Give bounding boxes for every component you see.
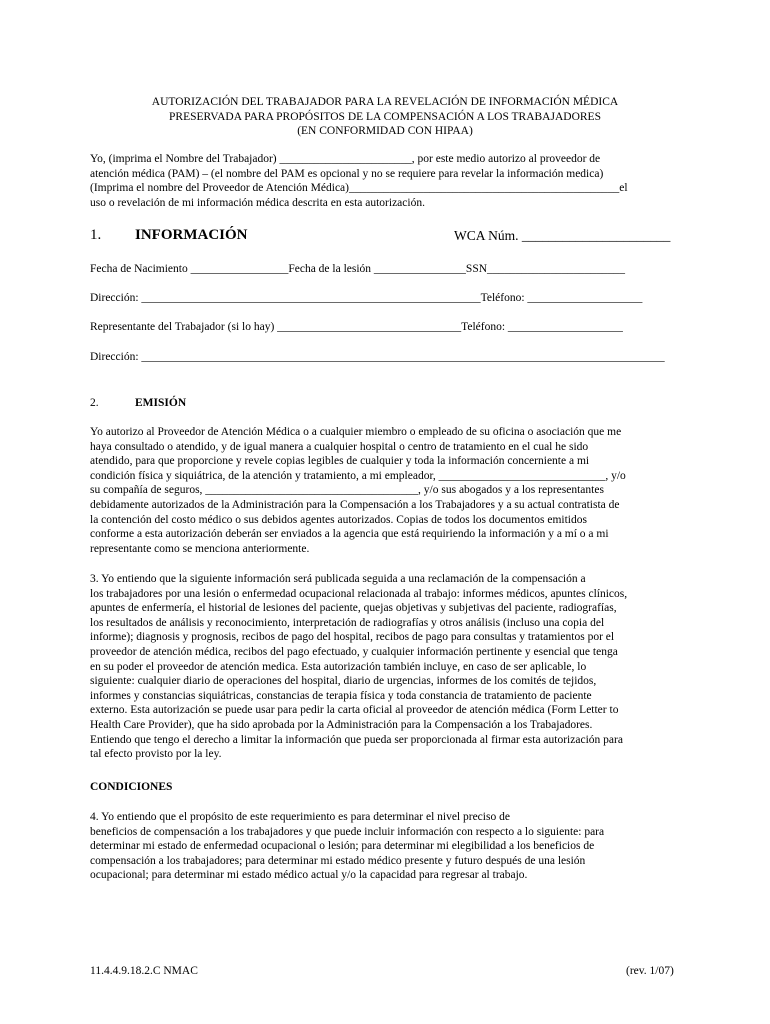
section-2-line: atendido, para que proporcione y revele copias legibles de cualquier y toda la información concerniente a mi — [90, 455, 590, 468]
birth-injury-ssn-row: Fecha de Nacimiento _________________Fecha de la lesión ________________SSN________________________ — [90, 263, 626, 275]
section-3-line: informe); diagnosis y prognosis, recibos de pago del hospital, recibos de pago para consultas y tratamientos por el — [90, 631, 615, 644]
representative-address-row: Dirección: ___________________________________________________________________________________________ — [90, 351, 665, 363]
intro-line: uso o revelación de mi información médica descrita en esta autorización. — [90, 196, 425, 209]
section-1-number: 1. — [90, 227, 102, 243]
section-3-line: los resultados de análisis y reconocimiento, interpretación de radiografías y otros análisis (incluso una copia del — [90, 616, 605, 629]
section-2-line: Yo autorizo al Proveedor de Atención Médica o a cualquier miembro o empleado de su oficina o asociación que me — [90, 426, 622, 438]
section-2-line: haya consultado o atendido, y de igual manera a cualquier hospital o centro de tratamiento en el cual he sido — [90, 440, 589, 453]
intro-line: atención médica (PAM) – (el nombre del PAM es opcional y no se requiere para revelar la información medica) — [90, 167, 604, 180]
conditions-heading: CONDICIONES — [90, 781, 173, 793]
footer-regulation-code: 11.4.4.9.18.2.C NMAC — [90, 965, 198, 977]
title-line-1: AUTORIZACIÓN DEL TRABAJADOR PARA LA REVELACIÓN DE INFORMACIÓN MÉDICA — [151, 96, 619, 108]
section-2-number: 2. — [90, 397, 99, 409]
section-3-line: proveedor de atención médica, recibos del pago efectuado, y cualquier información pertinente y esencial que tenga — [90, 645, 618, 658]
section-2-line: condición física y siquiátrica, de la atención y tratamiento, a mi empleador, _____________________________, y/o — [90, 469, 626, 482]
intro-paragraph — [90, 152, 680, 210]
section-3-line: Health Care Provider), que ha sido aprobada por la Administración para la Compensación a los Trabajadores. — [90, 718, 593, 731]
title-line-3: (EN CONFORMIDAD CON HIPAA) — [297, 125, 473, 138]
section-3-paragraph — [90, 572, 680, 762]
section-3-line: los trabajadores por una lesión o enfermedad ocupacional relacionada al trabajo: informes médicos, apuntes clínicos, — [90, 587, 628, 600]
section-2-line: representante como se menciona anteriormente. — [90, 542, 310, 555]
conditions-line: ocupacional; para determinar mi estado médico actual y/o la capacidad para regresar al trabajo. — [90, 869, 528, 882]
section-3-line: Entiendo que tengo el derecho a limitar la información que pueda ser proporcionada al firmar esta autorización para — [90, 733, 623, 746]
document-title — [0, 95, 770, 139]
section-2-title: EMISIÓN — [135, 397, 187, 409]
section-3-line: apuntes de enfermería, el historial de lesiones del paciente, quejas objetivas y subjetivas del paciente, radiografías, — [90, 602, 617, 615]
section-2-line: conforme a esta autorización deberán ser enviados a la agencia que está requiriendo la información y a mí o a mi — [90, 528, 609, 541]
conditions-line: compensación a los trabajadores; para determinar mi estado médico presente y futuro después de una lesión — [90, 854, 586, 867]
conditions-line: 4. Yo entiendo que el propósito de este requerimiento es para determinar el nivel preciso de — [90, 811, 510, 823]
section-2-paragraph — [90, 425, 680, 556]
section-2-line: debidamente autorizados de la Administración para la Compensación a los Trabajadores y a su actual contratista de — [90, 498, 620, 511]
section-2-line: la contención del costo médico o sus debidos agentes autorizados. Copias de todos los documentos emitidos — [90, 513, 587, 526]
intro-line: (Imprima el nombre del Proveedor de Atención Médica)_______________________________________________el — [90, 182, 628, 195]
section-3-line: en su poder el proveedor de atención medica. Esta autorización también incluye, en caso de ser aplicable, lo — [90, 660, 587, 673]
intro-line: Yo, (imprima el Nombre del Trabajador) _______________________, por este medio autorizo al proveedor de — [90, 153, 601, 165]
section-3-line: informes y constancias siquiátricas, constancias de terapia física y toda constancia de tratamiento de paciente — [90, 689, 592, 702]
address-phone-row: Dirección: ___________________________________________________________Teléfono: ____________________ — [90, 292, 643, 304]
conditions-line: determinar mi estado de enfermedad ocupacional o lesión; para determinar mi elegibilidad a los beneficios de — [90, 840, 595, 853]
wca-number-field: WCA Núm. ______________________ — [454, 228, 671, 243]
conditions-paragraph — [90, 810, 680, 883]
section-1-title: INFORMACIÓN — [135, 227, 248, 243]
section-2-line: su compañía de seguros, _____________________________________, y/o sus abogados y a los representantes — [90, 484, 604, 497]
section-3-line: siguiente: cualquier diario de operaciones del hospital, diario de urgencias, informes de los comités de tejidos, — [90, 675, 597, 688]
representative-phone-row: Representante del Trabajador (si lo hay) ________________________________Teléfono: ____________________ — [90, 321, 623, 333]
title-line-2: PRESERVADA PARA PROPÓSITOS DE LA COMPENSACIÓN A LOS TRABAJADORES — [169, 110, 601, 123]
section-3-line: tal efecto provisto por la ley. — [90, 748, 222, 761]
section-3-line: externo. Esta autorización se puede usar para pedir la carta oficial al proveedor de atención médica (Form Letter to — [90, 704, 619, 717]
conditions-line: beneficios de compensación a los trabajadores y que puede incluir información con respecto a lo siguiente: para — [90, 825, 605, 838]
footer-revision: (rev. 1/07) — [626, 965, 674, 977]
section-3-line: 3. Yo entiendo que la siguiente información será publicada seguida a una reclamación de la compensación a — [90, 573, 586, 585]
